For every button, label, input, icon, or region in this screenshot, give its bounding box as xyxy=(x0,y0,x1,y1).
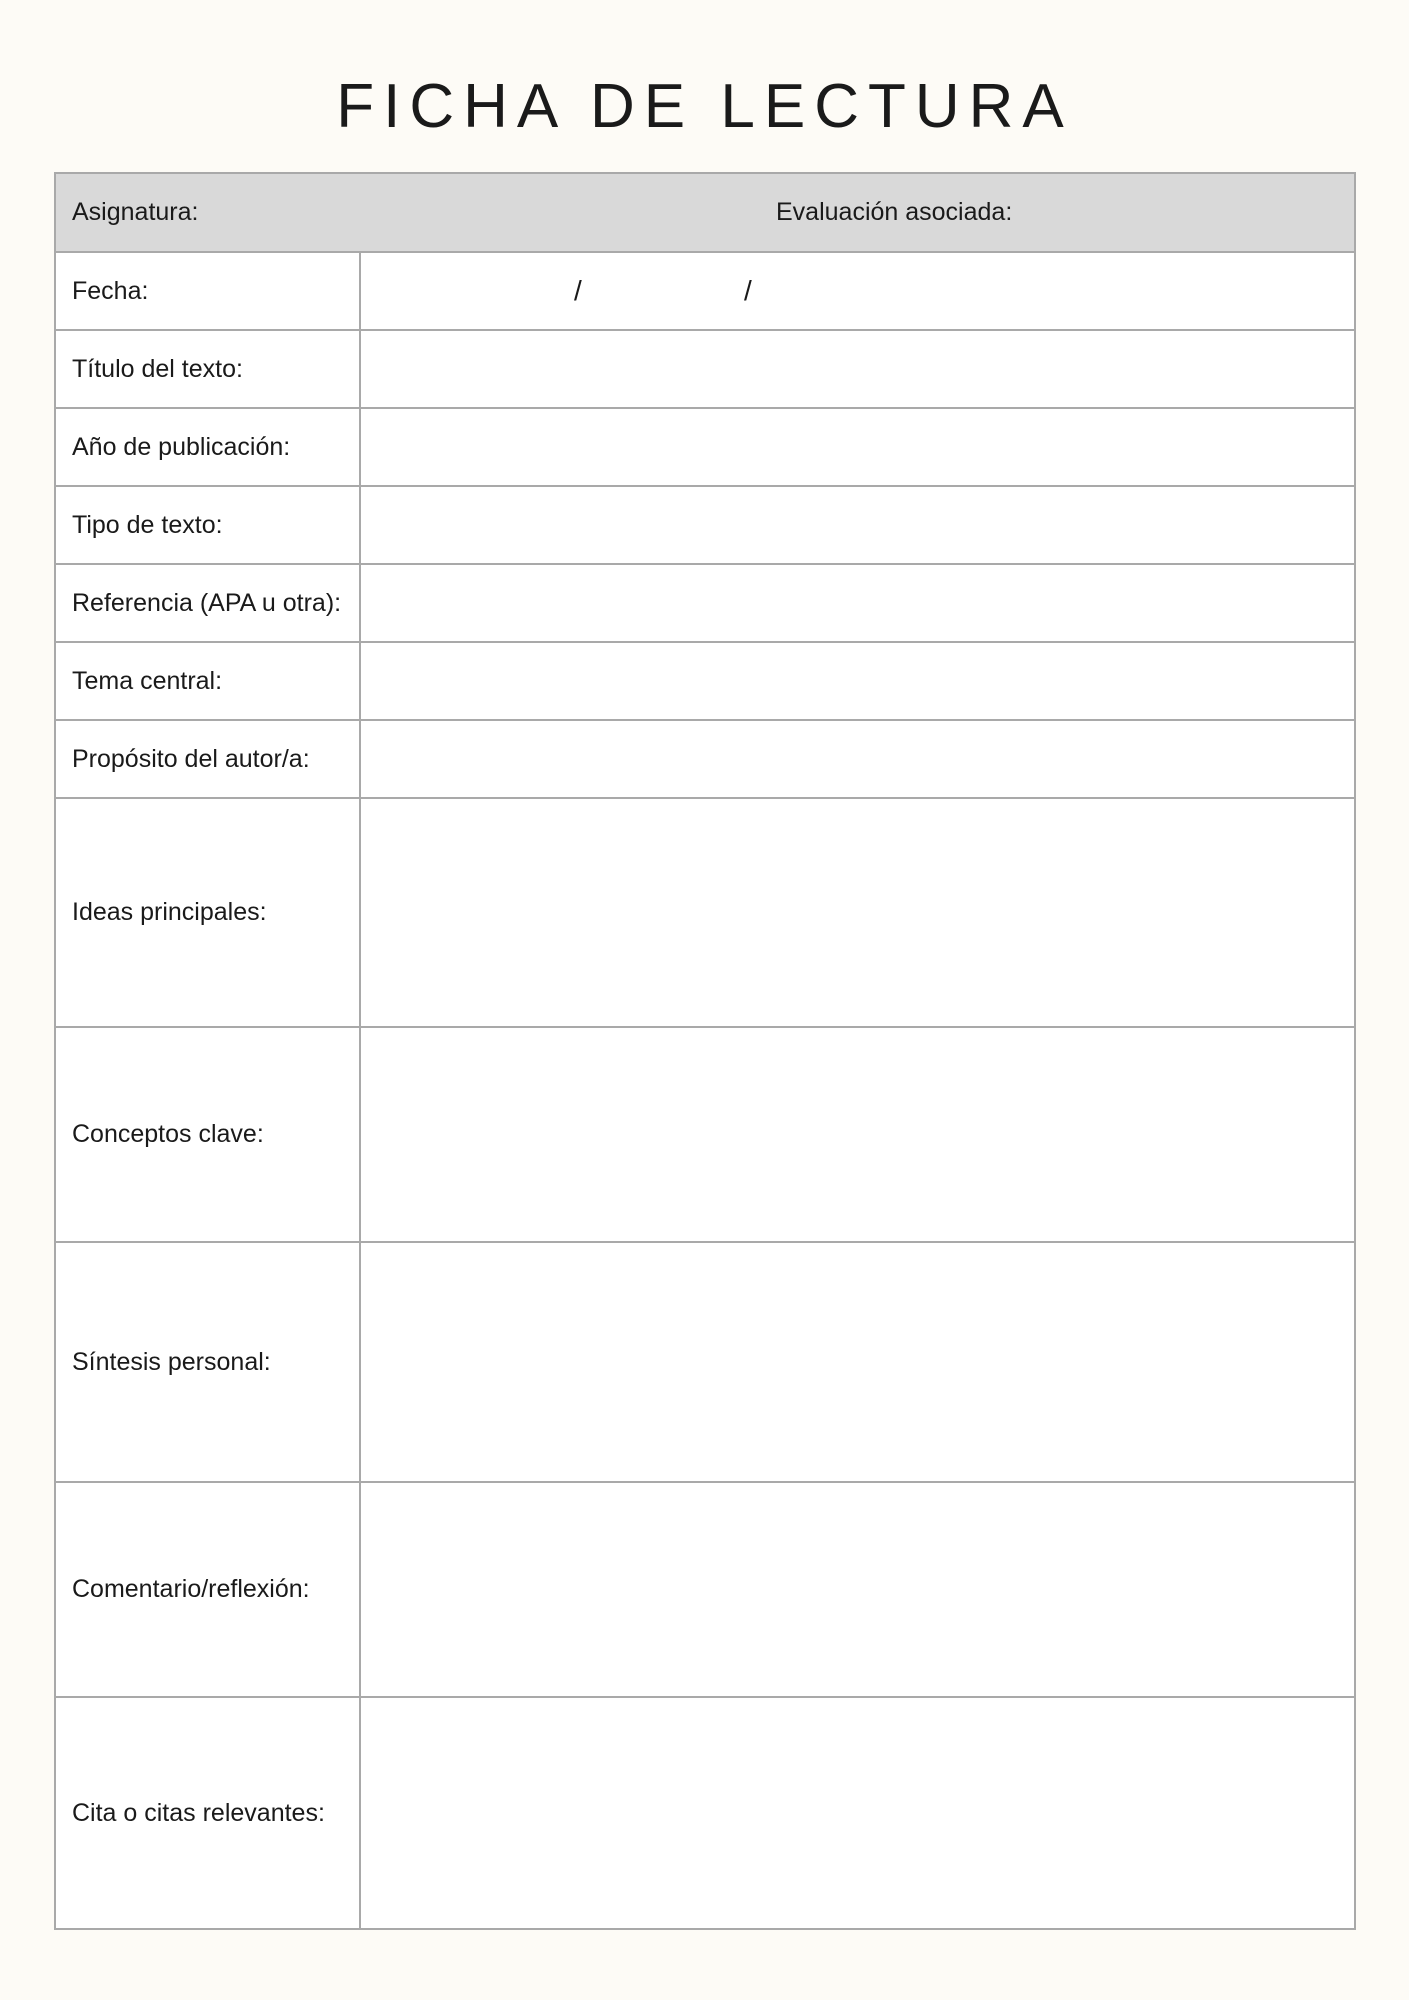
row-label: Título del texto: xyxy=(56,331,361,407)
form-row-central-theme xyxy=(56,643,1354,721)
form-row-author-purpose xyxy=(56,721,1354,799)
row-label: Propósito del autor/a: xyxy=(56,721,361,797)
evaluation-label: Evaluación asociada: xyxy=(776,198,1013,226)
main-ideas-field[interactable] xyxy=(361,799,1354,1026)
row-label: Tema central: xyxy=(56,643,361,719)
date-separator-2: / xyxy=(744,275,752,306)
commentary-field[interactable] xyxy=(361,1483,1354,1696)
header-row xyxy=(56,174,1354,253)
form-row-text-type xyxy=(56,487,1354,565)
row-label: Conceptos clave: xyxy=(56,1028,361,1241)
row-label: Año de publicación: xyxy=(56,409,361,485)
row-label: Referencia (APA u otra): xyxy=(56,565,361,641)
author-purpose-field[interactable] xyxy=(361,721,1354,797)
form-row-key-concepts xyxy=(56,1028,1354,1243)
form-row-title xyxy=(56,331,1354,409)
form-row-reference xyxy=(56,565,1354,643)
row-label: Tipo de texto: xyxy=(56,487,361,563)
form-row-personal-synthesis xyxy=(56,1243,1354,1483)
text-type-field[interactable] xyxy=(361,487,1354,563)
page-title: FICHA DE LECTURA xyxy=(336,72,1073,141)
date-separator-1: / xyxy=(574,275,582,306)
date-field[interactable] xyxy=(361,253,1354,329)
form-row-quotes xyxy=(56,1698,1354,1928)
subject-label: Asignatura: xyxy=(72,198,199,226)
title-field[interactable] xyxy=(361,331,1354,407)
row-label: Comentario/reflexión: xyxy=(56,1483,361,1696)
reading-form xyxy=(54,172,1356,1930)
key-concepts-field[interactable] xyxy=(361,1028,1354,1241)
row-label: Síntesis personal: xyxy=(56,1243,361,1481)
form-row-main-ideas xyxy=(56,799,1354,1028)
central-theme-field[interactable] xyxy=(361,643,1354,719)
form-row-year xyxy=(56,409,1354,487)
row-label: Cita o citas relevantes: xyxy=(56,1698,361,1928)
personal-synthesis-field[interactable] xyxy=(361,1243,1354,1481)
year-field[interactable] xyxy=(361,409,1354,485)
reference-field[interactable] xyxy=(361,565,1354,641)
date-row xyxy=(56,253,1354,331)
row-label: Ideas principales: xyxy=(56,799,361,1026)
date-label: Fecha: xyxy=(56,253,361,329)
form-row-commentary xyxy=(56,1483,1354,1698)
quotes-field[interactable] xyxy=(361,1698,1354,1928)
